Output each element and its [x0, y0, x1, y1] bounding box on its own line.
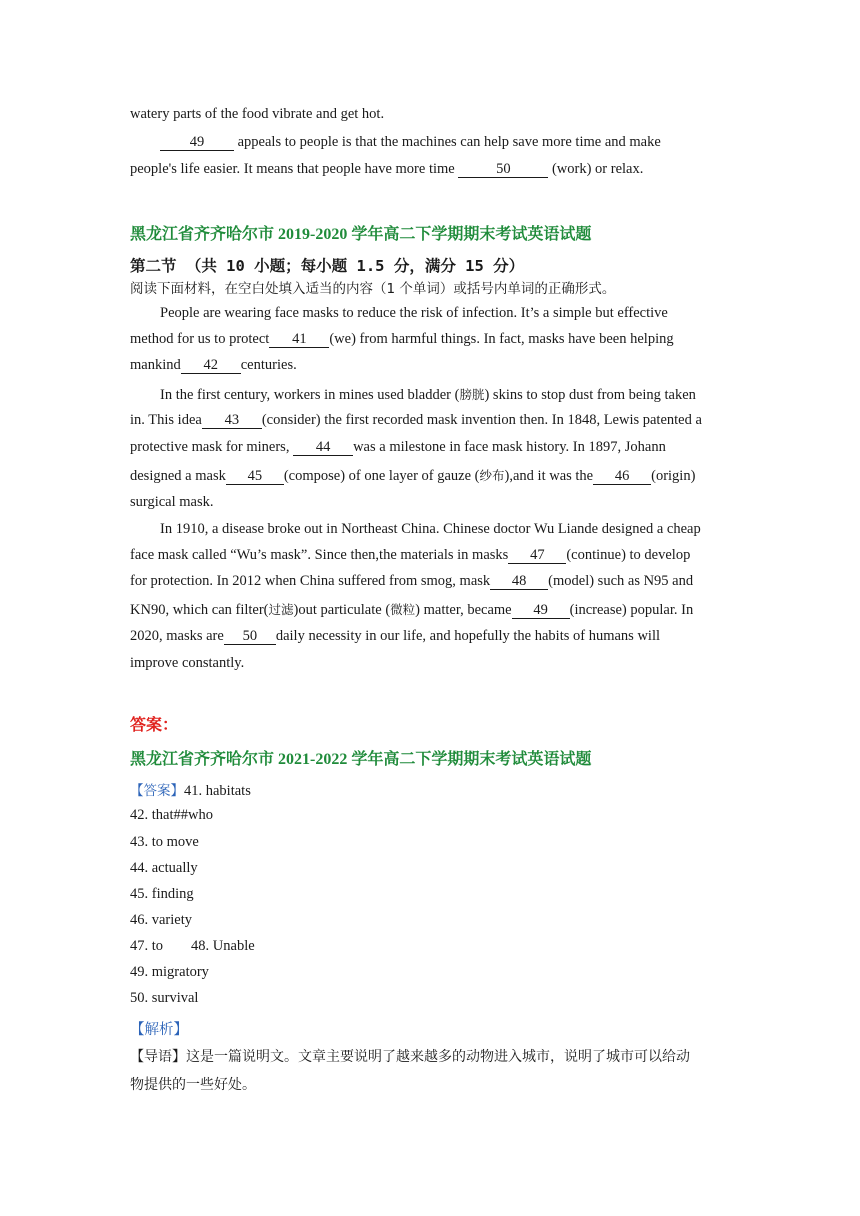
answer-41: 41. habitats	[184, 783, 251, 799]
text-run: appeals to people is that the machines can help save more time and make	[234, 134, 661, 150]
blank-45: 45	[226, 469, 284, 485]
guide-tag: 【导语】	[130, 1049, 186, 1065]
text-run: ),and it was the	[504, 468, 594, 484]
blank-50: 50	[224, 629, 276, 645]
passage-line	[130, 439, 666, 456]
blank-46: 46	[593, 469, 651, 485]
blank-43: 43	[202, 413, 262, 429]
text-run: method for us to protect	[130, 331, 270, 347]
answer-exam-title: 黑龙江省齐齐哈尔市 2021-2022 学年高二下学期期末考试英语试题	[130, 751, 592, 768]
text-run: for protection. In 2012 when China suffered from smog, mask	[130, 573, 491, 589]
prev-text-line	[160, 134, 661, 151]
text-run: centuries.	[240, 357, 297, 373]
analysis-tag: 【解析】	[130, 1022, 188, 1038]
passage-line	[130, 466, 695, 485]
text-run: (model) such as N95 and	[548, 573, 694, 589]
text-run: (we) from harmful things. In fact, masks have been helping	[329, 331, 674, 347]
text-run: (work) or relax.	[548, 161, 644, 177]
answer-44: 44. actually	[130, 860, 198, 876]
text-run: ) skins to stop dust from being taken	[484, 387, 696, 403]
answer-line	[130, 938, 255, 955]
text-run: 2020, masks are	[130, 628, 224, 644]
answer-46: 46. variety	[130, 912, 193, 928]
text-run: face mask called “Wu’s mask”. Since then,the materials in masks	[130, 547, 509, 563]
passage-line	[130, 628, 660, 645]
passage-line: People are wearing face masks to reduce the risk of infection. It’s a simple but effective	[160, 305, 668, 321]
text-run: daily necessity in our life, and hopefully the habits of humans will	[275, 628, 661, 644]
passage-line	[130, 412, 702, 429]
text-run: in. This idea	[130, 412, 202, 428]
blank-48: 48	[490, 574, 548, 590]
blank-41: 41	[269, 332, 329, 348]
passage-line	[160, 385, 696, 404]
text-run: 微粒	[390, 602, 416, 617]
answer-tag: 【答案】	[130, 783, 184, 799]
text-run: protective mask for miners,	[130, 439, 294, 455]
text-run: (increase) popular. In	[569, 602, 694, 618]
text-run: designed a mask	[130, 468, 226, 484]
passage-line: improve constantly.	[130, 655, 245, 671]
passage-line	[130, 600, 693, 619]
text-run: 过滤	[268, 602, 294, 617]
text-run: (consider) the first recorded mask invention then. In 1848, Lewis patented a	[261, 412, 702, 428]
text-run: In the first century, workers in mines used bladder (	[160, 387, 460, 403]
answer-42: 42. that##who	[130, 807, 213, 823]
blank-47: 47	[508, 548, 566, 564]
instruction: 阅读下面材料，在空白处填入适当的内容（1 个单词）或括号内单词的正确形式。	[130, 281, 616, 297]
text-run: (compose) of one layer of gauze (	[283, 468, 480, 484]
blank-49: 49	[160, 135, 234, 151]
text-run: KN90, which can filter(	[130, 602, 269, 618]
guide-line	[130, 1046, 690, 1066]
passage-line	[130, 547, 690, 564]
text-run: mankind	[130, 357, 181, 373]
passage-line	[130, 357, 297, 374]
answer-50: 50. survival	[130, 990, 199, 1006]
text-run: people's life easier. It means that people have more time	[130, 161, 459, 177]
answer-line	[130, 779, 251, 800]
answer-label: 答案：	[130, 717, 179, 734]
blank-42: 42	[181, 358, 241, 374]
text-run: )out particulate (	[293, 602, 391, 618]
text-run: (continue) to develop	[566, 547, 691, 563]
section-title: 第二节 （共 10 小题；每小题 1.5 分，满分 15 分）	[130, 257, 525, 275]
passage-line: surgical mask.	[130, 494, 214, 510]
prev-text-line: watery parts of the food vibrate and get hot.	[130, 106, 385, 122]
blank-50: 50	[458, 162, 548, 178]
text-run: was a milestone in face mask history. In 1897, Johann	[353, 439, 666, 455]
blank-44: 44	[293, 440, 353, 456]
passage-line: In 1910, a disease broke out in Northeast China. Chinese doctor Wu Liande designed a cheap	[160, 521, 701, 537]
text-run: (origin)	[651, 468, 696, 484]
answer-48: 48. Unable	[191, 938, 255, 954]
exam-title: 黑龙江省齐齐哈尔市 2019-2020 学年高二下学期期末考试英语试题	[130, 226, 592, 243]
passage-line	[130, 331, 674, 348]
answer-45: 45. finding	[130, 886, 194, 902]
blank-49: 49	[512, 603, 570, 619]
text-run: 膀胱	[459, 387, 485, 402]
prev-text-line	[130, 161, 643, 178]
answer-43: 43. to move	[130, 834, 199, 850]
answer-47: 47. to	[130, 938, 164, 954]
guide-line: 物提供的一些好处。	[130, 1077, 256, 1093]
text-run: 纱布	[479, 468, 505, 483]
passage-line	[130, 573, 693, 590]
text-run: 这是一篇说明文。文章主要说明了越来越多的动物进入城市，说明了城市可以给动	[186, 1049, 690, 1065]
text-run: ) matter, became	[415, 602, 512, 618]
answer-49: 49. migratory	[130, 964, 209, 980]
